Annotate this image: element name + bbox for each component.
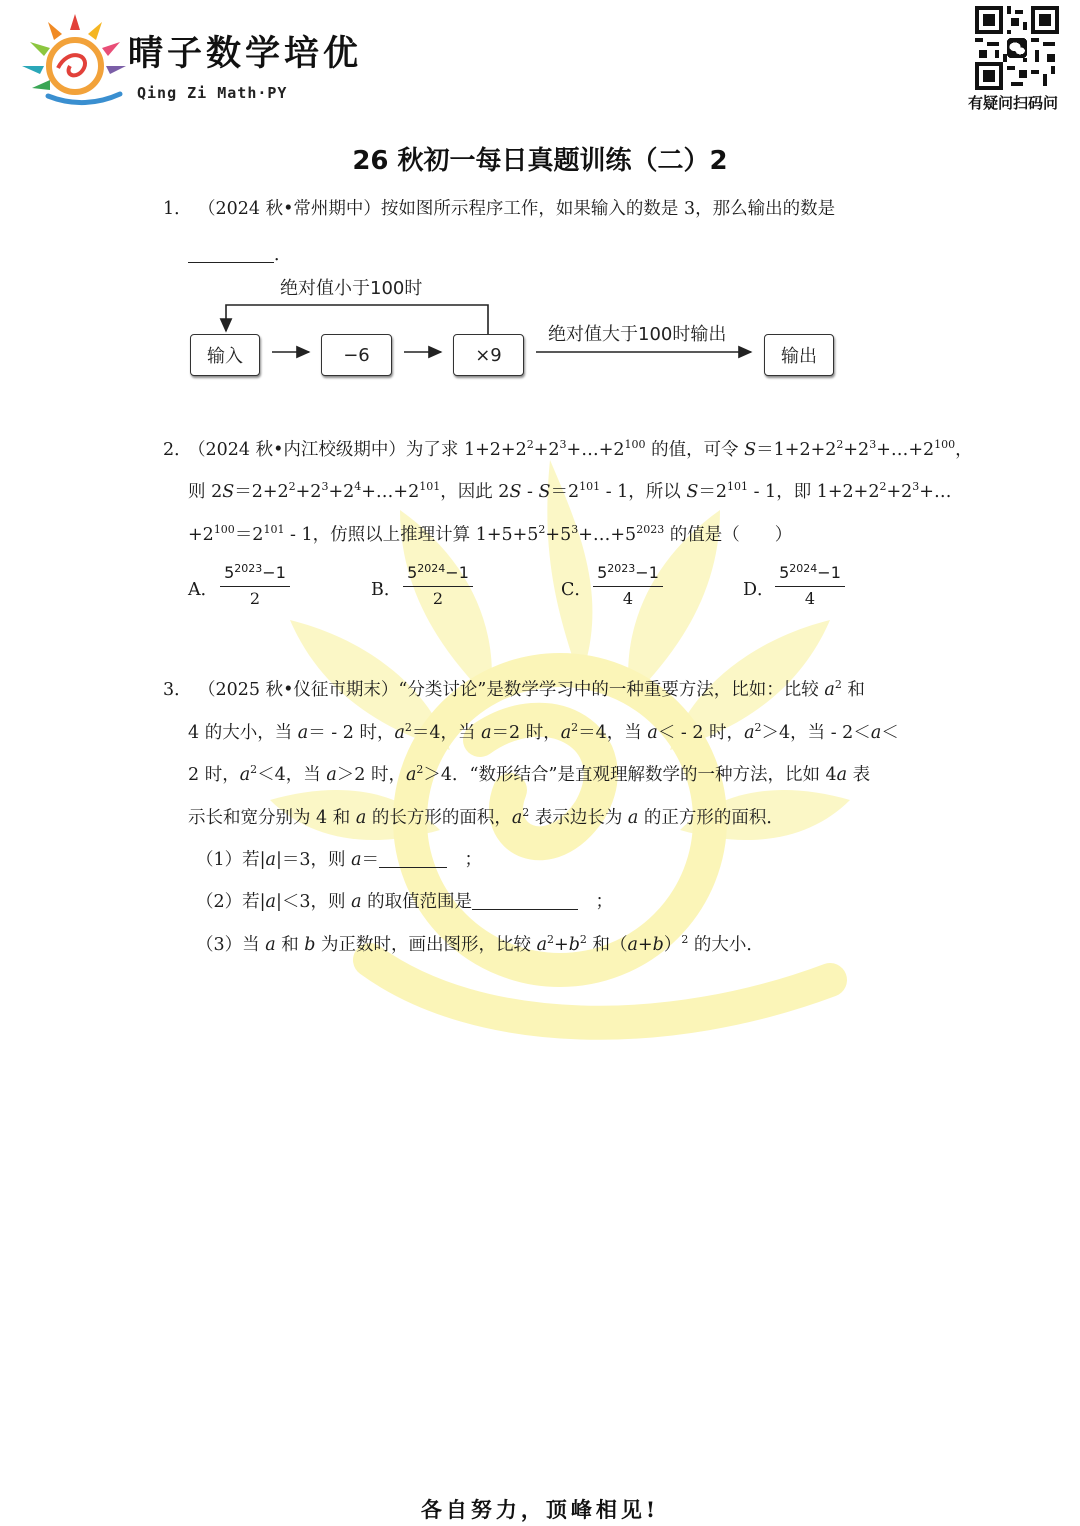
option-b-fraction: $\frac{5^{2024}-1}{2}$ bbox=[403, 562, 473, 611]
option-d-fraction: $\frac{5^{2024}-1}{4}$ bbox=[775, 562, 845, 611]
q2-option-d[interactable]: D． $\frac{5^{2024}-1}{4}$ bbox=[743, 562, 853, 614]
brand-subtitle: Qing Zi Math·PY bbox=[137, 84, 288, 102]
q2-option-b[interactable]: B． $\frac{5^{2024}-1}{2}$ bbox=[371, 562, 481, 614]
option-c-fraction: $\frac{5^{2023}-1}{4}$ bbox=[593, 562, 663, 611]
q1-blank[interactable] bbox=[188, 244, 274, 263]
input-box: 输入 bbox=[190, 334, 260, 376]
document-title: 26 秋初一每日真题训练（二）2 bbox=[352, 146, 728, 176]
loop-condition-label: 绝对值小于100时 bbox=[280, 278, 423, 299]
times-nine-box: ×9 bbox=[453, 334, 524, 376]
q3-text-line2: 4 的大小，当 a＝ - 2 时，$a^2=4$，当 a＝2 时，$a^2=4$，当 a＜ - 2 时，$a^2>4$，当 - 2＜a＜ bbox=[188, 721, 899, 743]
q1-text: （2024 秋•常州期中）按如图所示程序工作，如果输入的数是 3，那么输出的数是 bbox=[198, 199, 836, 219]
q3-part1: （1）若|a|＝3，则 a＝ ； bbox=[196, 850, 482, 870]
q2-text-line3: $+2^{100}=2^{101} - 1$，仿照以上推理计算 $1+5+5^2+5^3+\dots+5^{2023}$ 的值是（ ） bbox=[188, 523, 793, 545]
q3-part3: （3）当 a 和 b 为正数时，画出图形，比较 $a^2+b^2$ 和$(a+b)^2$ 的大小． bbox=[196, 933, 764, 955]
q3-part2: （2）若|a|＜3，则 a 的取值范围是 ； bbox=[196, 892, 614, 912]
q2-text-line2: 则 $2S=2+2^2+2^3+2^4+\dots+2^{101}$，因此 $2S - S=2^{101} - 1$，所以 $S=2^{101} - 1$，即 $1+2+2^2+2^3+\dots$ bbox=[188, 480, 952, 502]
q2-text-line1: （2024 秋•内江校级期中）为了求 $1+2+2^2+2^3+\dots+2^{100}$ 的值，可令 $S=1+2+2^2+2^3+\dots+2^{100}$， bbox=[188, 438, 973, 460]
footer-slogan: 各自努力，顶峰相见! bbox=[420, 1497, 660, 1522]
q3-text-line4: 示长和宽分别为 4 和 a 的长方形的面积，$a^2$ 表示边长为 a 的正方形的面积． bbox=[188, 806, 784, 828]
brand-logo bbox=[18, 8, 133, 108]
q1-number: 1． bbox=[163, 199, 192, 219]
q3-part2-blank[interactable] bbox=[472, 891, 578, 910]
q2-number: 2． bbox=[163, 440, 192, 460]
minus-six-box: −6 bbox=[321, 334, 392, 376]
q3-part1-blank[interactable] bbox=[379, 849, 447, 868]
flow-diagram bbox=[186, 268, 836, 386]
qr-caption: 有疑问扫码问 bbox=[968, 94, 1059, 112]
output-condition-label: 绝对值大于100时输出 bbox=[548, 324, 727, 345]
q2-option-a[interactable]: A． $\frac{5^{2023}-1}{2}$ bbox=[188, 562, 298, 614]
qr-code bbox=[975, 6, 1059, 90]
option-a-fraction: $\frac{5^{2023}-1}{2}$ bbox=[220, 562, 290, 611]
q3-text-line3: 2 时，$a^2<4$，当 a＞2 时，$a^2>4$．“数形结合”是直观理解数学的一种方法，比如 4a 表 bbox=[188, 763, 871, 785]
q3-text-line1: （2025 秋•仪征市期末）“分类讨论”是数学学习中的一种重要方法，比如：比较 $a^2$ 和 bbox=[198, 678, 865, 700]
q2-option-c[interactable]: C． $\frac{5^{2023}-1}{4}$ bbox=[561, 562, 671, 614]
q1-answer-line: ． bbox=[188, 243, 292, 267]
q3-number: 3． bbox=[163, 680, 192, 700]
brand-name: 晴子数学培优 bbox=[128, 33, 363, 74]
output-box: 输出 bbox=[764, 334, 834, 376]
